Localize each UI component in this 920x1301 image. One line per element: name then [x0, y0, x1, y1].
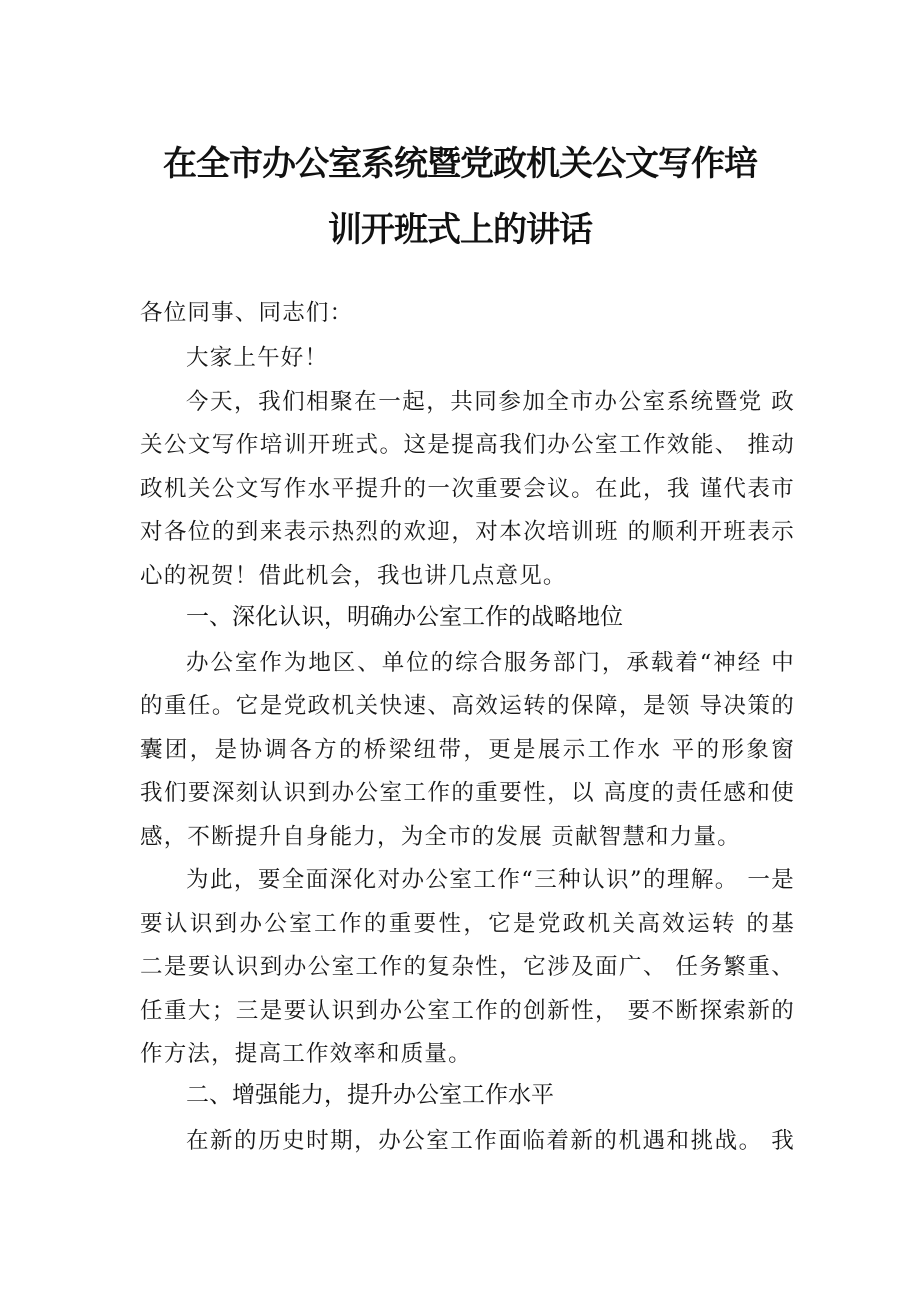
paragraph-1-line: 关公文写作培训开班式。这是提高我们办公室工作效能、 推动 [140, 432, 795, 458]
paragraph-3-line: 为此，要全面深化对办公室工作“三种认识”的理解。 一是 [186, 867, 795, 893]
paragraph-3-line: 作方法，提高工作效率和质量。 [140, 1041, 472, 1067]
paragraph-2-line: 我们要深刻认识到办公室工作的重要性，以 高度的责任感和使 [140, 780, 795, 806]
paragraph-1-line: 对各位的到来表示热烈的欢迎，对本次培训班 的顺利开班表示 [140, 519, 795, 545]
paragraph-3-line: 任重大；三是要认识到办公室工作的创新性， 要不断探索新的 [140, 998, 795, 1024]
paragraph-2-line: 囊团，是协调各方的桥梁纽带，更是展示工作水 平的形象窗 [140, 737, 795, 763]
salutation: 各位同事、同志们： [140, 300, 354, 326]
paragraph-3-line: 要认识到办公室工作的重要性，它是党政机关高效运转 的基 [140, 911, 795, 937]
paragraph-2-line: 的重任。它是党政机关快速、高效运转的保障，是领 导决策的 [140, 693, 795, 719]
section-heading-2: 二、增强能力，提升办公室工作水平 [186, 1082, 554, 1108]
paragraph-1-line: 今天，我们相聚在一起，共同参加全市办公室系统暨党 政 [186, 389, 795, 415]
document-title-line-1: 在全市办公室系统暨党政机关公文写作培 [163, 144, 757, 184]
paragraph-1-line: 心的祝贺！借此机会，我也讲几点意见。 [140, 563, 567, 589]
document-title-line-2: 训开班式上的讲话 [328, 210, 592, 250]
greeting: 大家上午好！ [186, 345, 329, 371]
paragraph-2-line: 感，不断提升自身能力，为全市的发展 贡献智慧和力量。 [140, 824, 741, 850]
section-heading-1: 一、深化认识，明确办公室工作的战略地位 [186, 604, 623, 630]
paragraph-2-line: 办公室作为地区、单位的综合服务部门，承载着“神经 中 [186, 650, 795, 676]
paragraph-3-line: 二是要认识到办公室工作的复杂性，它涉及面广、 任务繁重、 [140, 954, 795, 980]
paragraph-4-line: 在新的历史时期，办公室工作面临着新的机遇和挑战。 我 [186, 1128, 795, 1154]
paragraph-1-line: 政机关公文写作水平提升的一次重要会议。在此，我 谨代表市 [140, 476, 795, 502]
